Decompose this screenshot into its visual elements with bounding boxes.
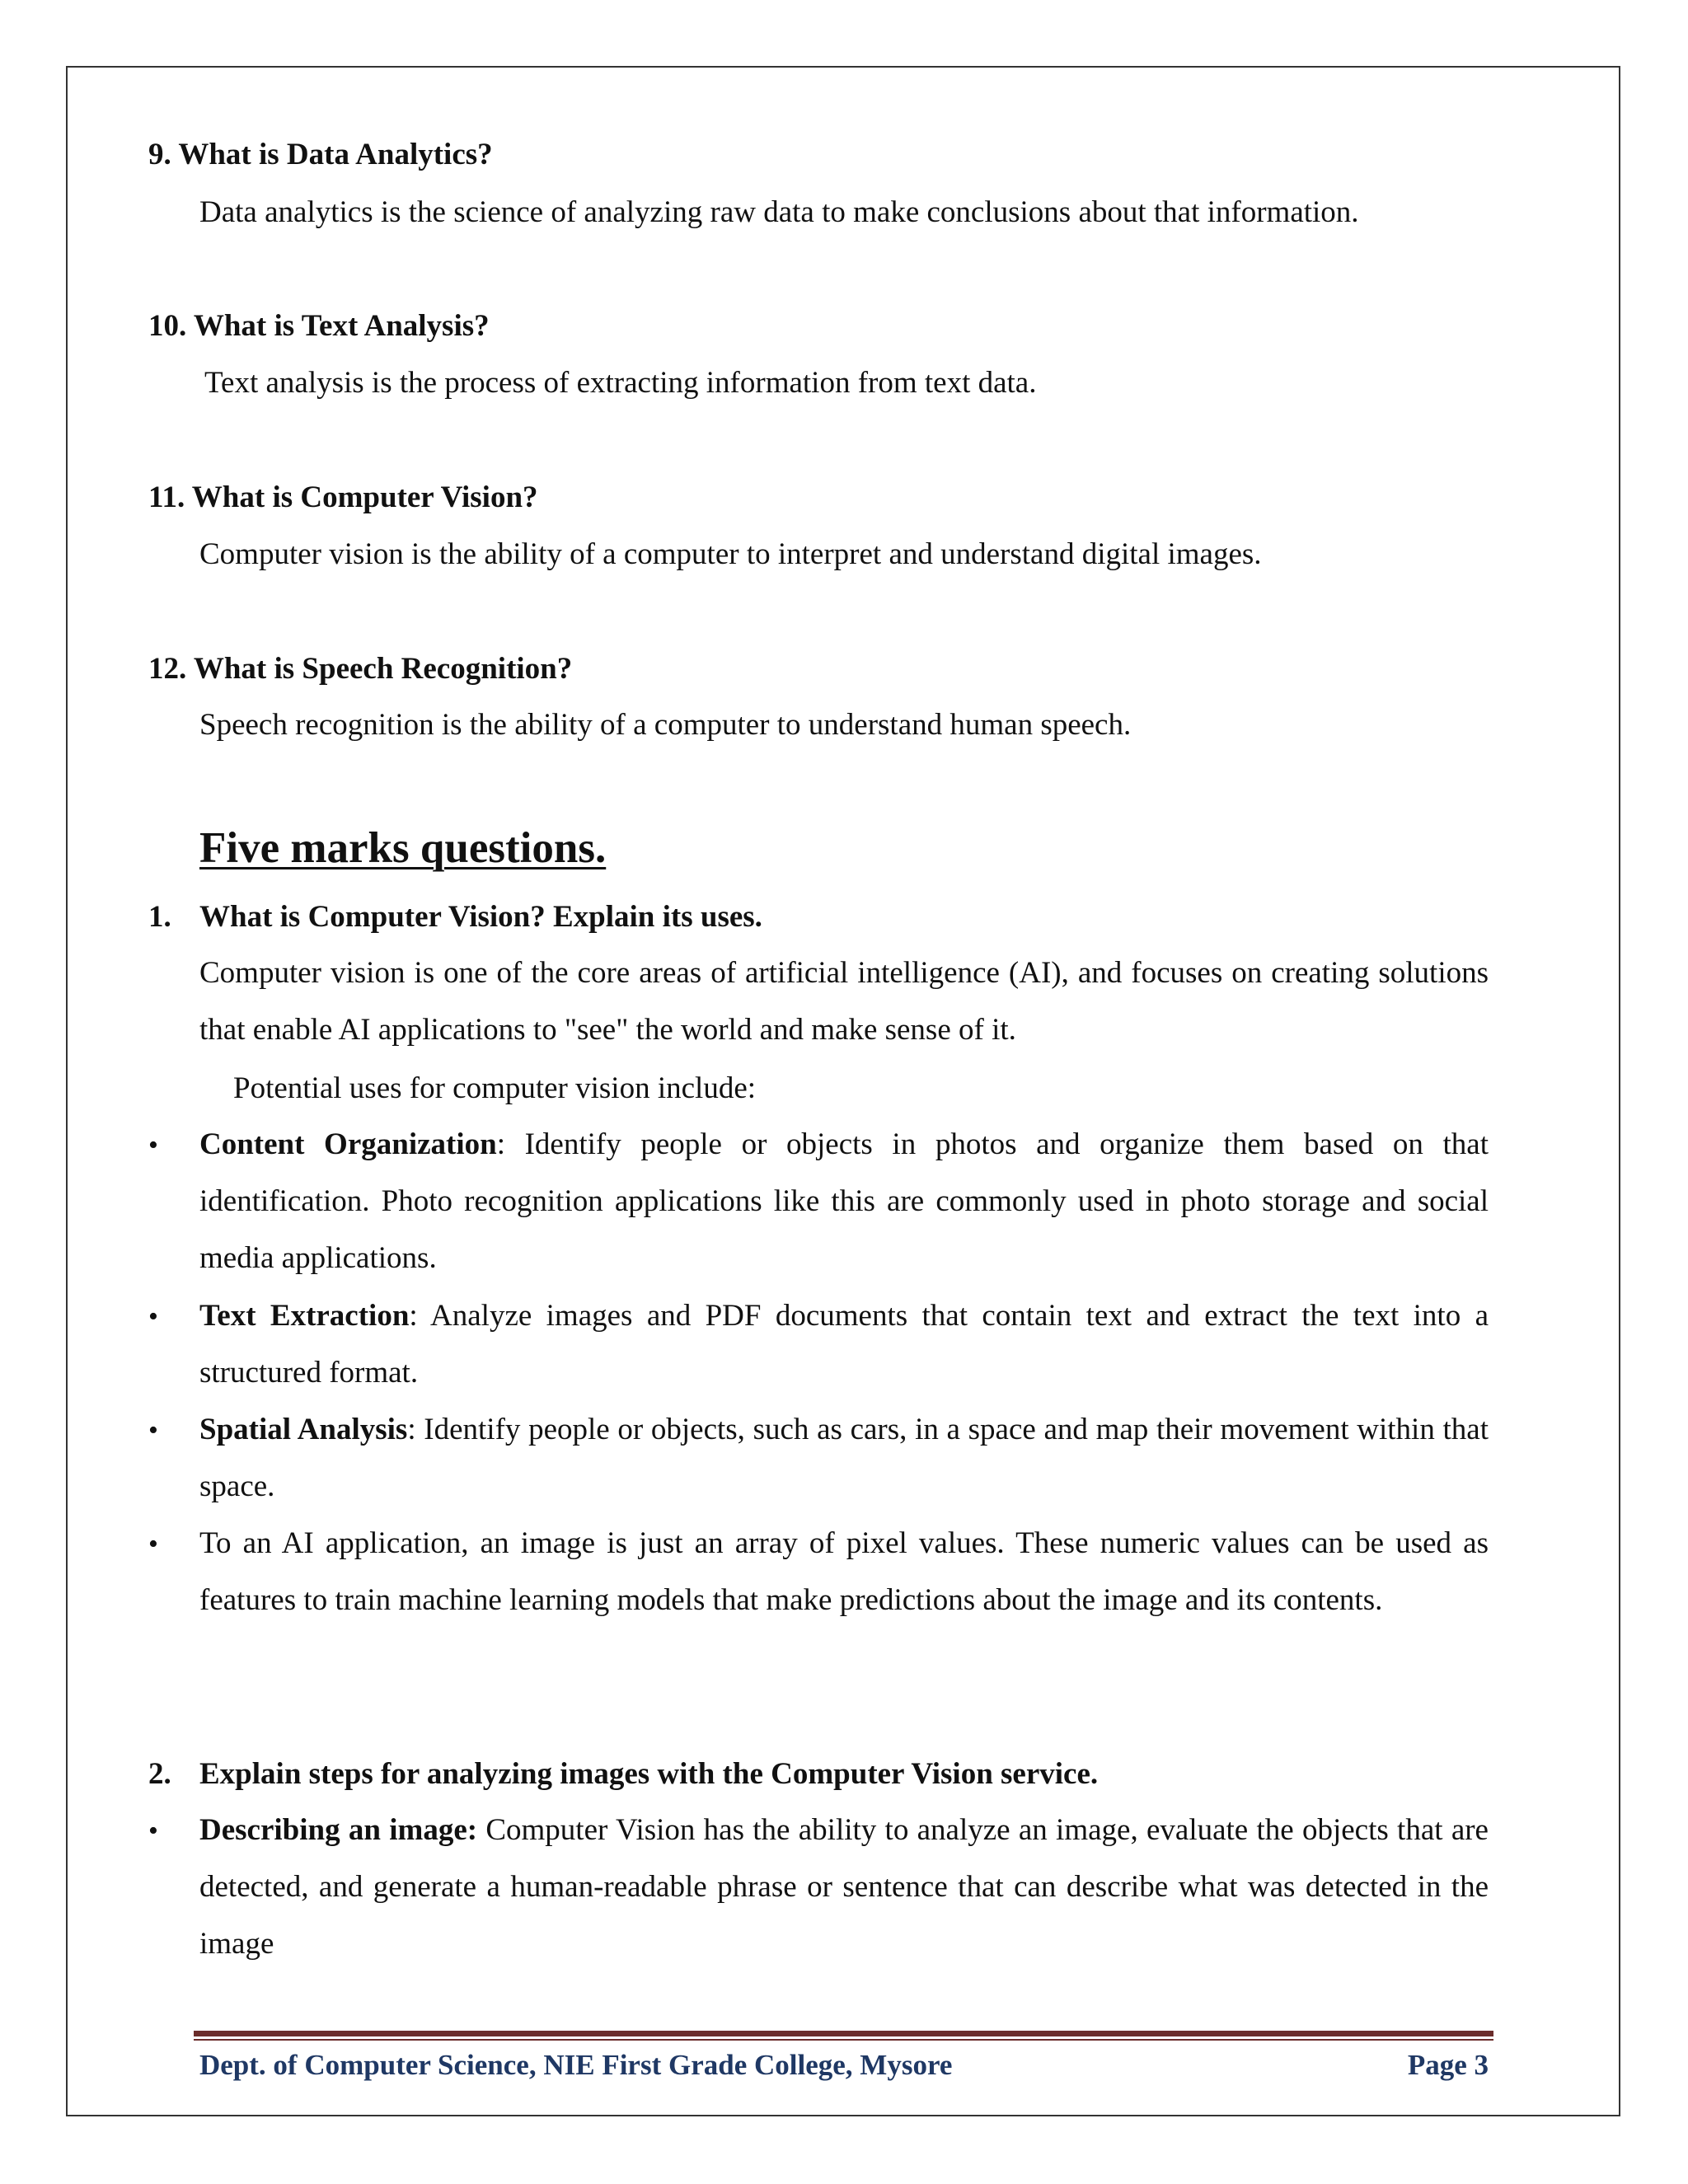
footer-rule-thin	[194, 2039, 1493, 2041]
page-number: Page 3	[1407, 2049, 1489, 2081]
bullet-spatial-analysis	[199, 1401, 1489, 1515]
bullet-marker: •	[148, 1301, 158, 1332]
bullet-describing-image	[199, 1802, 1489, 1972]
q1-number: 1.	[148, 900, 171, 934]
answer-9: Data analytics is the science of analyzing raw data to make conclusions about that information.	[199, 195, 1359, 229]
footer-rule	[194, 2031, 1493, 2036]
bullet-marker: •	[148, 1816, 158, 1846]
q2-number: 2.	[148, 1757, 171, 1791]
bullet-term: Text Extraction	[199, 1299, 410, 1333]
bullet-term: Content Organization	[199, 1127, 497, 1161]
bullet-term: Spatial Analysis	[199, 1413, 408, 1446]
answer-12: Speech recognition is the ability of a computer to understand human speech.	[199, 708, 1132, 742]
q2-title: Explain steps for analyzing images with the Computer Vision service.	[199, 1757, 1099, 1791]
answer-11: Computer vision is the ability of a computer to interpret and understand digital images.	[199, 537, 1262, 571]
answer-10: Text analysis is the process of extracting information from text data.	[204, 366, 1037, 400]
question-11: 11. What is Computer Vision?	[148, 480, 538, 514]
bullet-term: Describing an image:	[199, 1813, 478, 1847]
q1-title: What is Computer Vision? Explain its uses.	[199, 900, 762, 934]
footer-department: Dept. of Computer Science, NIE First Grade College, Mysore	[199, 2049, 953, 2081]
q1-uses-intro: Potential uses for computer vision include:	[233, 1071, 757, 1105]
bullet-text: : Analyze images and PDF documents that contain text and extract the text into a structured format.	[199, 1299, 1489, 1390]
bullet-marker: •	[148, 1130, 158, 1160]
question-12: 12. What is Speech Recognition?	[148, 652, 573, 686]
bullet-content-organization	[199, 1116, 1489, 1286]
bullet-pixel-values: To an AI application, an image is just an array of pixel values. These numeric values can be used as features to train machine learning models that make predictions about the image and its contents.	[199, 1526, 1489, 1617]
bullet-text-extraction	[199, 1287, 1489, 1401]
q1-intro: Computer vision is one of the core areas of artificial intelligence (AI), and focuses on creating solutions that enable AI applications to "see" the world and make sense of it.	[199, 956, 1489, 1047]
bullet-marker: •	[148, 1529, 158, 1559]
bullet-marker: •	[148, 1415, 158, 1446]
bullet-text: Computer Vision has the ability to analyze an image, evaluate the objects that are detected, and generate a human-readable phrase or sentence that can describe what was detected in the image	[199, 1813, 1489, 1961]
question-10: 10. What is Text Analysis?	[148, 309, 490, 343]
question-9: 9. What is Data Analytics?	[148, 138, 493, 171]
bullet-text: : Identify people or objects, such as cars, in a space and map their movement within that space.	[199, 1413, 1489, 1503]
section-heading: Five marks questions.	[199, 824, 607, 872]
bullet-text: : Identify people or objects in photos and organize them based on that identification. Photo recognition applications like this are commonly used in photo storage and social media applications.	[199, 1127, 1489, 1275]
